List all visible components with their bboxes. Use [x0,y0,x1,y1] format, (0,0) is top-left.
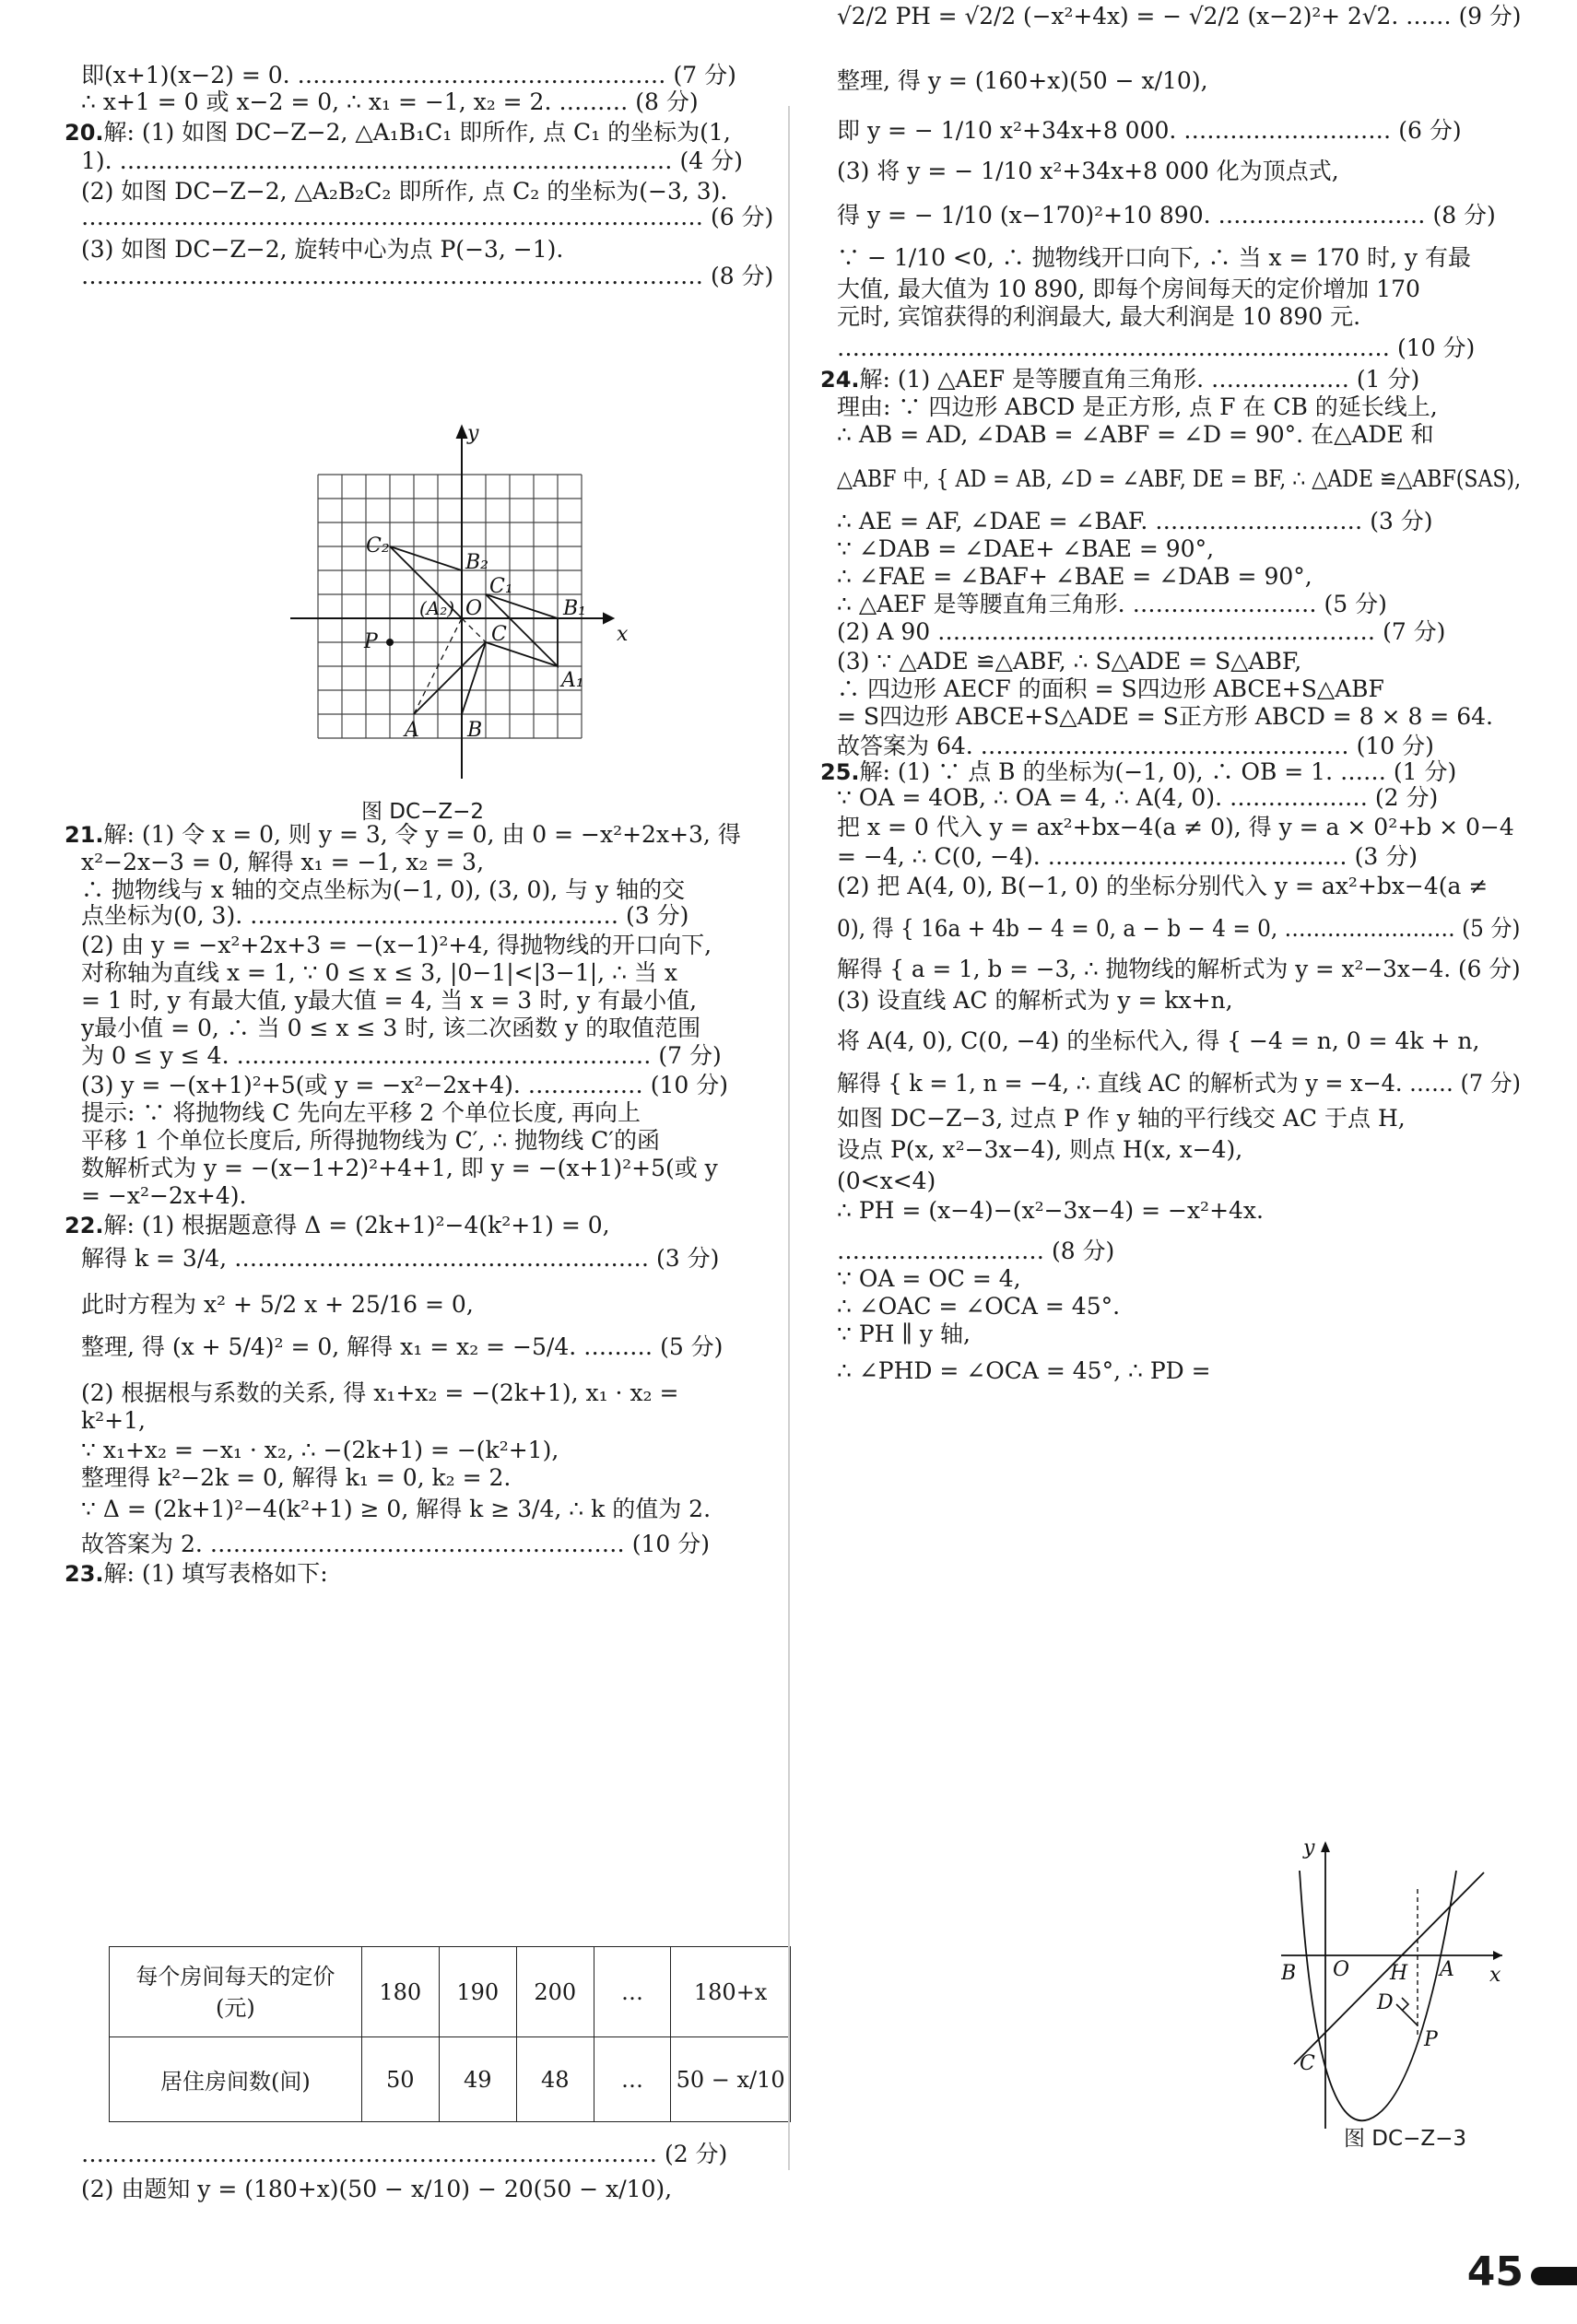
text-line [837,155,1339,188]
text-line [837,1165,936,1198]
text-line [81,1404,146,1438]
table-cell: 180+x [671,1947,791,2037]
text-line [837,241,1471,275]
line-text: ∴ ∠PHD = ∠OCA = 45°, ∴ PD = [837,1357,1211,1384]
text-line [81,1331,723,1364]
text-line [837,1318,971,1351]
line-text: (2) 如图 DC−Z−2, △A₂B₂C₂ 即所作, 点 C₂ 的坐标为(−3, 3). [81,178,728,205]
line-text: ∴ ∠OAC = ∠OCA = 45°. [837,1293,1121,1320]
text-line [837,1025,1479,1058]
line-text: △ABF 中, { AD = AB, ∠D = ∠ABF, DE = BF, ∴ △ADE ≌△ABF(SAS), [837,465,1522,492]
line-text: 整理得 k²−2k = 0, 解得 k₁ = 0, k₂ = 2. [81,1464,512,1491]
line-text: 为 0 ≤ y ≤ 4. ……………………………………………… (7 分) [81,1042,722,1069]
line-text: 设点 P(x, x²−3x−4), 则点 H(x, x−4), [837,1136,1243,1163]
fig1-label-x: x [617,623,629,646]
text-line [837,0,1521,33]
text-line [81,1180,246,1213]
line-text: ……………………………………………………………… (10 分) [837,335,1476,361]
line-text: 数解析式为 y = −(x−1+2)²+4+1, 即 y = −(x+1)²+5(或 y [81,1155,718,1181]
fig2-label-a: A [1440,1958,1454,1981]
column-divider [788,106,790,2170]
text-line [65,1209,610,1242]
line-text: ……………………… (8 分) [837,1238,1115,1264]
text-line [837,65,1208,98]
line-text: ∵ OA = 4OB, ∴ OA = 4, ∴ A(4, 0). ……………… (2 分) [837,784,1439,811]
fig1-label-b1: B₁ [563,597,586,620]
line-text: 整理, 得 (x + 5/4)² = 0, 解得 x₁ = x₂ = −5/4. ……… (5 分) [81,1333,724,1360]
line-text: = S四边形 ABCE+S△ADE = S正方形 ABCD = 8 × 8 = 64. [837,703,1493,730]
line-text: ∵ x₁+x₂ = −x₁ · x₂, ∴ −(2k+1) = −(k²+1), [81,1437,559,1463]
line-text: 元时, 宾馆获得的利润最大, 最大利润是 10 890 元. [837,303,1361,330]
line-text: (3) 设直线 AC 的解析式为 y = kx+n, [837,987,1233,1014]
line-text: y最小值 = 0, ∴ 当 0 ≤ x ≤ 3 时, 该二次函数 y 的取值范围 [81,1015,701,1041]
line-text: 大值, 最大值为 10 890, 即每个房间每天的定价增加 170 [837,276,1420,302]
question-number: 20. [65,120,104,146]
line-text: 即(x+1)(x−2) = 0. ………………………………………… (7 分) [81,62,736,88]
fig1-label-b2: B₂ [465,551,488,574]
line-text: ……………………………………………………………………… (8 分) [81,263,774,289]
question-number: 25. [820,759,860,785]
line-text: 解得 k = 3/4, ……………………………………………… (3 分) [81,1245,720,1272]
table-cell: 190 [439,1947,516,2037]
text-line [81,86,699,119]
line-text: ∴ ∠FAE = ∠BAF+ ∠BAE = ∠DAB = 90°, [837,563,1312,590]
line-text: (3) 如图 DC−Z−2, 旋转中心为点 P(−3, −1). [81,236,564,263]
line-text: 解: (1) 令 x = 0, 则 y = 3, 令 y = 0, 由 0 = −x²+2x+3, 得 [103,821,741,848]
text-line [837,1355,1211,1388]
table-row1-header: 每个房间每天的定价(元) [110,1947,362,2037]
line-text: 得 y = − 1/10 (x−170)²+10 890. ……………………… (8 分) [837,202,1496,229]
page-number: 45 [1466,2248,1524,2295]
line-text: 解得 { a = 1, b = −3, ∴ 抛物线的解析式为 y = x²−3x−4. (6 分) [837,956,1521,982]
line-text: 点坐标为(0, 3). ………………………………………… (3 分) [81,902,689,929]
line-text: ∵ Δ = (2k+1)²−4(k²+1) ≥ 0, 解得 k ≥ 3/4, ∴ k 的值为 2. [81,1496,712,1522]
line-text: 提示: ∵ 将抛物线 C 先向左平移 2 个单位长度, 再向上 [81,1099,641,1126]
fig2-label-h: H [1390,1962,1408,1985]
fig1-label-y: y [467,422,479,445]
line-text: 故答案为 2. ……………………………………………… (10 分) [81,1531,710,1557]
text-line [837,984,1233,1017]
text-line [837,870,1488,903]
figure-caption-dc-z-2: 图 DC−Z−2 [361,800,485,824]
line-text: ∴ AB = AD, ∠DAB = ∠ABF = ∠D = 90°. 在△ADE 和 [837,421,1434,448]
table-row2-header: 居住房间数(间) [110,2037,362,2122]
table-cell: 48 [516,2037,594,2122]
line-text: 解: (1) △AEF 是等腰直角三角形. ……………… (1 分) [859,366,1420,393]
text-line [837,781,1438,815]
text-line [837,811,1514,844]
fig2-label-x: x [1489,1964,1501,1987]
fig1-label-c1: C₁ [489,575,513,598]
fig2-label-p: P [1424,2028,1438,2051]
price-table [109,1946,791,2122]
text-line [837,1194,1264,1227]
text-line [81,1461,511,1495]
line-text: (3) ∵ △ADE ≌△ABF, ∴ S△ADE = S△ABF, [837,648,1302,675]
text-line [81,1242,719,1275]
table-cell: 200 [516,1947,594,2037]
point-p [386,639,394,646]
fig2-label-c: C [1300,2052,1315,2075]
line-text: 即 y = − 1/10 x²+34x+8 000. ……………………… (6 分) [837,117,1462,144]
line-text: ∵ − 1/10 <0, ∴ 抛物线开口向下, ∴ 当 x = 170 时, y 有最 [837,244,1471,271]
text-line [81,899,688,933]
fig1-label-a2: (A₂) [419,597,455,619]
text-line [837,332,1475,365]
line-text: (2) 由题知 y = (180+x)(50 − x/10) − 20(50 − x/10), [81,2176,673,2202]
text-line [81,2138,727,2171]
fig2-label-d: D [1377,1991,1394,2014]
page-tab-decoration [1531,2267,1577,2285]
line-text: ∴ 抛物线与 x 轴的交点坐标为(−1, 0), (3, 0), 与 y 轴的交 [81,876,686,903]
line-text: (3) y = −(x+1)²+5(或 y = −x²−2x+4). …………… (10 分) [81,1072,729,1098]
line-text: ∵ ∠DAB = ∠DAE+ ∠BAE = 90°, [837,535,1215,562]
text-line [81,1377,678,1410]
line-text: 平移 1 个单位长度后, 所得抛物线为 C′, ∴ 抛物线 C′的函 [81,1127,660,1154]
text-line [837,114,1462,147]
text-line [81,260,773,293]
text-line [81,2173,672,2206]
fig1-label-c2: C₂ [366,534,390,558]
fig1-label-c: C [491,623,507,646]
line-text: = −4, ∴ C(0, −4). ………………………………… (3 分) [837,843,1418,870]
line-text: ………………………………………………………………… (2 分) [81,2141,728,2167]
line-text: k²+1, [81,1407,146,1434]
line-text: = 1 时, y 有最大值, y最大值 = 4, 当 x = 3 时, y 有最小值, [81,987,698,1014]
line-text: 整理, 得 y = (160+x)(50 − x/10), [837,67,1208,94]
line-text: ∴ PH = (x−4)−(x²−3x−4) = −x²+4x. [837,1197,1264,1224]
text-line [837,840,1418,874]
table-cell: 180 [361,1947,439,2037]
line-text: 此时方程为 x² + 5/2 x + 25/16 = 0, [81,1291,474,1318]
table-cell: 50 [361,2037,439,2122]
line-text: 解: (1) ∵ 点 B 的坐标为(−1, 0), ∴ OB = 1. …… (1 分) [859,758,1457,785]
figure-caption-dc-z-3: 图 DC−Z−3 [1344,2127,1467,2151]
line-text: 解: (1) 填写表格如下: [103,1560,328,1587]
text-line [837,463,1521,496]
text-line [837,953,1521,986]
text-line [81,1493,711,1526]
table-cell: 49 [439,2037,516,2122]
question-number: 24. [820,367,860,393]
table-cell: 50 − x/10 [671,2037,791,2122]
line-text: (0<x<4) [837,1168,936,1194]
line-text: (2) A 90 ………………………………………………… (7 分) [837,618,1446,645]
line-text: ∴ x+1 = 0 或 x−2 = 0, ∴ x₁ = −1, x₂ = 2. ……… (8 分) [81,88,699,115]
fig1-label-p: P [364,630,378,653]
line-text: (2) 把 A(4, 0), B(−1, 0) 的坐标分别代入 y = ax²+bx−4(a ≠ [837,873,1489,899]
text-line [81,1039,722,1073]
fig2-label-b: B [1281,1962,1297,1985]
line-text: ∴ AE = AF, ∠DAE = ∠BAF. ……………………… (3 分) [837,508,1433,534]
question-number: 23. [65,1561,104,1587]
text-line [837,300,1360,334]
text-line [81,145,743,178]
line-text: ∴ 四边形 AECF 的面积 = S四边形 ABCE+S△ABF [837,675,1384,702]
line-text: 1). ……………………………………………………………… (4 分) [81,147,743,174]
figure-dc-z-3 [1281,1834,1512,2138]
text-line [81,1288,474,1321]
line-text: (2) 由 y = −x²+2x+3 = −(x−1)²+4, 得抛物线的开口向下, [81,932,712,958]
fig2-label-y: y [1303,1837,1315,1860]
table-cell: … [594,2037,670,2122]
text-line [837,912,1520,945]
table-cell: … [594,1947,670,2037]
fig2-label-o: O [1333,1958,1350,1981]
line-text: 对称轴为直线 x = 1, ∵ 0 ≤ x ≤ 3, |0−1|<|3−1|, ∴ 当 x [81,959,677,986]
text-line [837,1067,1521,1100]
fig1-label-a1: A₁ [561,669,584,692]
line-text: 把 x = 0 代入 y = ax²+bx−4(a ≠ 0), 得 y = a × 0²+b × 0−4 [837,814,1514,840]
text-line [81,1528,710,1561]
question-number: 22. [65,1213,104,1238]
line-text: ∵ PH ∥ y 轴, [837,1320,971,1347]
line-text: ∵ OA = OC = 4, [837,1265,1021,1292]
text-line [65,1557,328,1590]
line-text: x²−2x−3 = 0, 解得 x₁ = −1, x₂ = 3, [81,849,485,875]
text-line [837,700,1493,734]
text-line [837,418,1434,452]
line-text: 解得 { k = 1, n = −4, ∴ 直线 AC 的解析式为 y = x−4. …… (7 分) [837,1070,1521,1097]
line-text: ……………………………………………………………………… (6 分) [81,204,774,230]
line-text: 将 A(4, 0), C(0, −4) 的坐标代入, 得 { −4 = n, 0 = 4k + n, [837,1027,1480,1054]
line-text: √2/2 PH = √2/2 (−x²+4x) = − √2/2 (x−2)²+ 2√2. …… (9 分) [837,3,1522,29]
text-line [81,201,773,234]
fig1-label-a: A [405,719,419,742]
line-text: ∴ △AEF 是等腰直角三角形. …………………… (5 分) [837,591,1387,617]
line-text: 如图 DC−Z−3, 过点 P 作 y 轴的平行线交 AC 于点 H, [837,1105,1406,1132]
text-line [837,199,1496,232]
line-text: = −x²−2x+4). [81,1182,247,1209]
line-text: 解: (1) 如图 DC−Z−2, △A₁B₁C₁ 即所作, 点 C₁ 的坐标为(1, [103,119,731,146]
line-text: (3) 将 y = − 1/10 x²+34x+8 000 化为顶点式, [837,158,1339,184]
question-number: 21. [65,822,104,848]
line-text: 0), 得 { 16a + 4b − 4 = 0, a − b − 4 = 0, …………………… (5 分) [837,915,1521,942]
text-line [837,616,1445,649]
line-text: 理由: ∵ 四边形 ABCD 是正方形, 点 F 在 CB 的延长线上, [837,393,1438,420]
line-text: (2) 根据根与系数的关系, 得 x₁+x₂ = −(2k+1), x₁ · x₂ = [81,1379,679,1406]
text-line [837,1133,1242,1167]
fig1-label-o: O [465,597,483,620]
text-line [837,1102,1406,1135]
line-text: 故答案为 64. ………………………………………… (10 分) [837,733,1434,759]
fig1-label-b: B [467,719,483,742]
figure-dc-z-2 [226,419,687,779]
line-text: 解: (1) 根据题意得 Δ = (2k+1)²−4(k²+1) = 0, [103,1212,610,1238]
